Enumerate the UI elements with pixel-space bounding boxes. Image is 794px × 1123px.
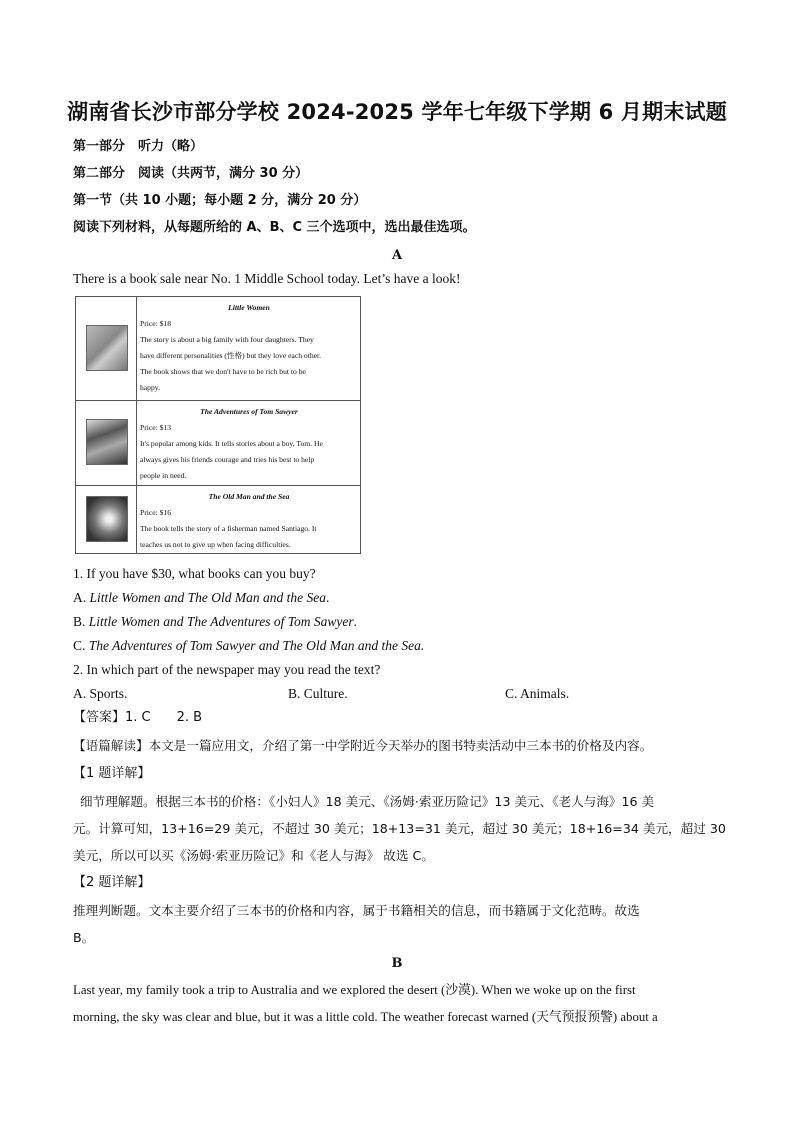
question-1-option-c: C. The Adventures of Tom Sawyer and The Old Man and the Sea. <box>73 638 425 653</box>
passage-a-label: A <box>391 248 403 263</box>
page-title: 湖南省长沙市部分学校 2024-2025 学年七年级下学期 6 月期末试题 <box>67 100 727 124</box>
instruction: 阅读下列材料，从每题所给的 A、B、C 三个选项中，选出最佳选项。 <box>73 220 476 235</box>
detail-1-line: 美元，所以可以买《汤姆·索亚历险记》和《老人与海》 故选 C。 <box>73 848 434 863</box>
tom-sawyer-cover-image <box>86 419 128 465</box>
answer-line: 【答案】1. C 2. B <box>73 710 203 725</box>
book-sale-table <box>75 296 361 554</box>
book-desc-line: always gives his friends courage and tries his best to help <box>140 455 315 464</box>
section1-heading: 第一节（共 10 小题；每小题 2 分，满分 20 分） <box>73 193 367 208</box>
detail-1-line: 细节理解题。根据三本书的价格：《小妇人》18 美元、《汤姆·索亚历险记》13 美元、《老人与海》16 美 <box>80 794 655 809</box>
book-desc-line: have different personalities (性格) but they love each other. <box>140 351 321 360</box>
question-2-option-a: A. Sports. <box>73 686 128 701</box>
detail-1-heading: 【1 题详解】 <box>73 766 151 781</box>
passage-b-line: Last year, my family took a trip to Australia and we explored the desert (沙漠). When we woke up on the first <box>73 983 636 997</box>
passage-a-intro: There is a book sale near No. 1 Middle School today. Let’s have a look! <box>73 271 461 286</box>
book-desc-line: people in need. <box>140 471 187 480</box>
little-women-cover-image <box>86 325 128 371</box>
book-desc-line: The book tells the story of a fisherman named Santiago. It <box>140 524 317 533</box>
detail-2-line: B。 <box>73 930 95 945</box>
question-1-stem: 1. If you have $30, what books can you buy? <box>73 566 316 581</box>
detail-2-line: 推理判断题。文本主要介绍了三本书的价格和内容，属于书籍相关的信息，而书籍属于文化范畴。故选 <box>73 903 640 918</box>
book-desc-line: The book shows that we don't have to be rich but to be <box>140 367 306 376</box>
book-title: The Old Man and the Sea <box>208 492 290 501</box>
book-desc-line: teaches us not to give up when facing difficulties. <box>140 540 291 549</box>
book-title: The Adventures of Tom Sawyer <box>200 407 298 416</box>
book-price: Price: $18 <box>140 319 172 328</box>
discourse-analysis: 【语篇解读】本文是一篇应用文，介绍了第一中学附近今天举办的图书特卖活动中三本书的价格及内容。 <box>73 738 653 753</box>
question-2-option-c: C. Animals. <box>505 686 570 701</box>
book-row-little-women <box>76 297 360 401</box>
book-row-old-man-sea <box>76 486 360 553</box>
old-man-sea-cover-image <box>86 496 128 542</box>
book-price: Price: $16 <box>140 508 172 517</box>
question-1-option-b: B. Little Women and The Adventures of Tom Sawyer. <box>73 614 358 629</box>
question-2-stem: 2. In which part of the newspaper may you read the text? <box>73 662 381 677</box>
passage-b-line: morning, the sky was clear and blue, but it was a little cold. The weather forecast warned (天气预报预警) about a <box>73 1010 658 1024</box>
book-desc-line: It's popular among kids. It tells stories about a boy, Tom. He <box>140 439 323 448</box>
detail-1-line: 元。计算可知，13+16=29 美元，不超过 30 美元；18+13=31 美元，超过 30 美元；18+16=34 美元，超过 30 <box>73 821 726 836</box>
book-desc-line: happy. <box>140 383 160 392</box>
book-row-tom-sawyer <box>76 401 360 486</box>
detail-2-heading: 【2 题详解】 <box>73 875 151 890</box>
question-2-option-b: B. Culture. <box>288 686 348 701</box>
part2-heading: 第二部分 阅读（共两节，满分 30 分） <box>73 166 309 181</box>
book-price: Price: $13 <box>140 423 172 432</box>
book-desc-line: The story is about a big family with four daughters. They <box>140 335 314 344</box>
book-title: Little Women <box>228 303 270 312</box>
passage-b-label: B <box>391 956 403 971</box>
part1-heading: 第一部分 听力（略） <box>73 139 204 154</box>
question-1-option-a: A. Little Women and The Old Man and the Sea. <box>73 590 330 605</box>
